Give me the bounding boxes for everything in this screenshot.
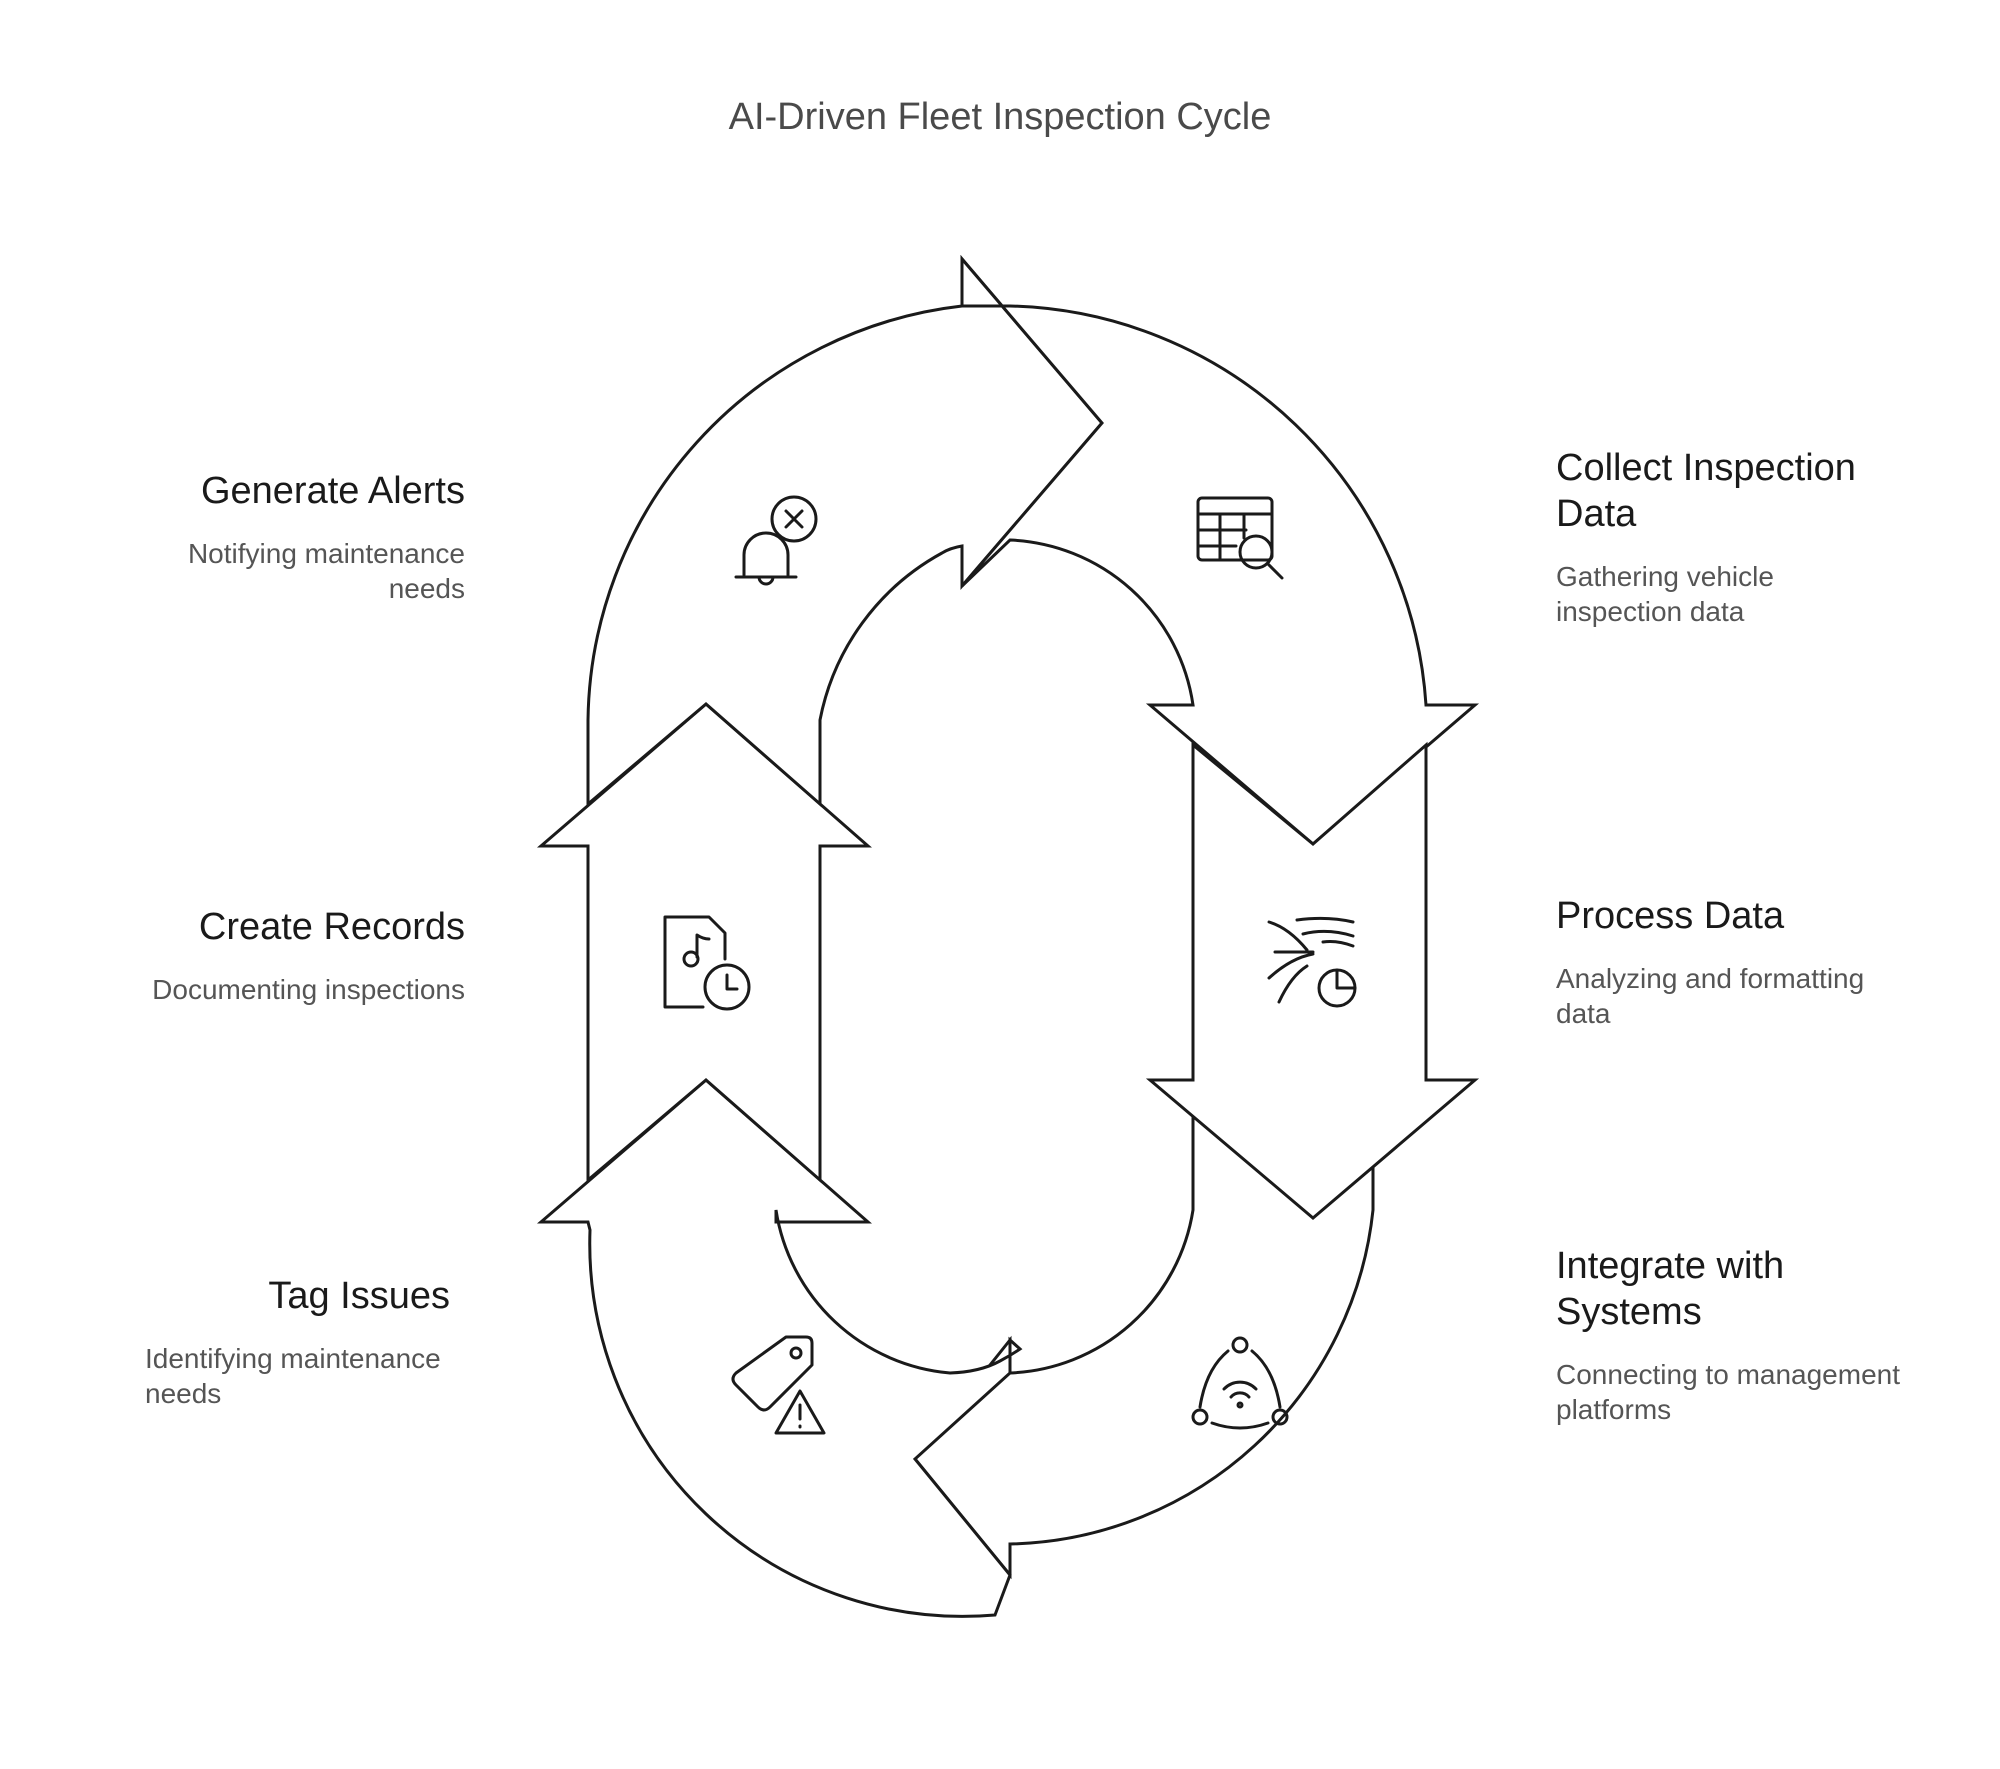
step-title: Tag Issues: [268, 1275, 450, 1317]
step-title: Process Data: [1556, 895, 1785, 937]
step-description: Gathering vehicle inspection data: [1556, 561, 1774, 627]
step-process-data: [1556, 893, 1896, 1031]
step-title: Generate Alerts: [200, 470, 465, 512]
step-generate-alerts: [25, 468, 465, 606]
step-create-records: [25, 904, 465, 1007]
step-description: Notifying maintenance needs: [187, 538, 465, 604]
step-title: Integrate with Systems: [1556, 1245, 1785, 1333]
step-description: Identifying maintenance needs: [145, 1343, 441, 1409]
step-tag-issues: [145, 1273, 455, 1411]
step-description: Analyzing and formatting data: [1556, 963, 1865, 1029]
step-integrate-systems: [1556, 1243, 1916, 1427]
step-collect-data: [1556, 445, 1896, 629]
step-title: Create Records: [198, 906, 465, 948]
diagram-title: AI-Driven Fleet Inspection Cycle: [728, 96, 1272, 138]
step-description: Documenting inspections: [152, 974, 465, 1005]
step-title: Collect Inspection Data: [1556, 447, 1856, 535]
step-description: Connecting to management platforms: [1556, 1359, 1900, 1425]
